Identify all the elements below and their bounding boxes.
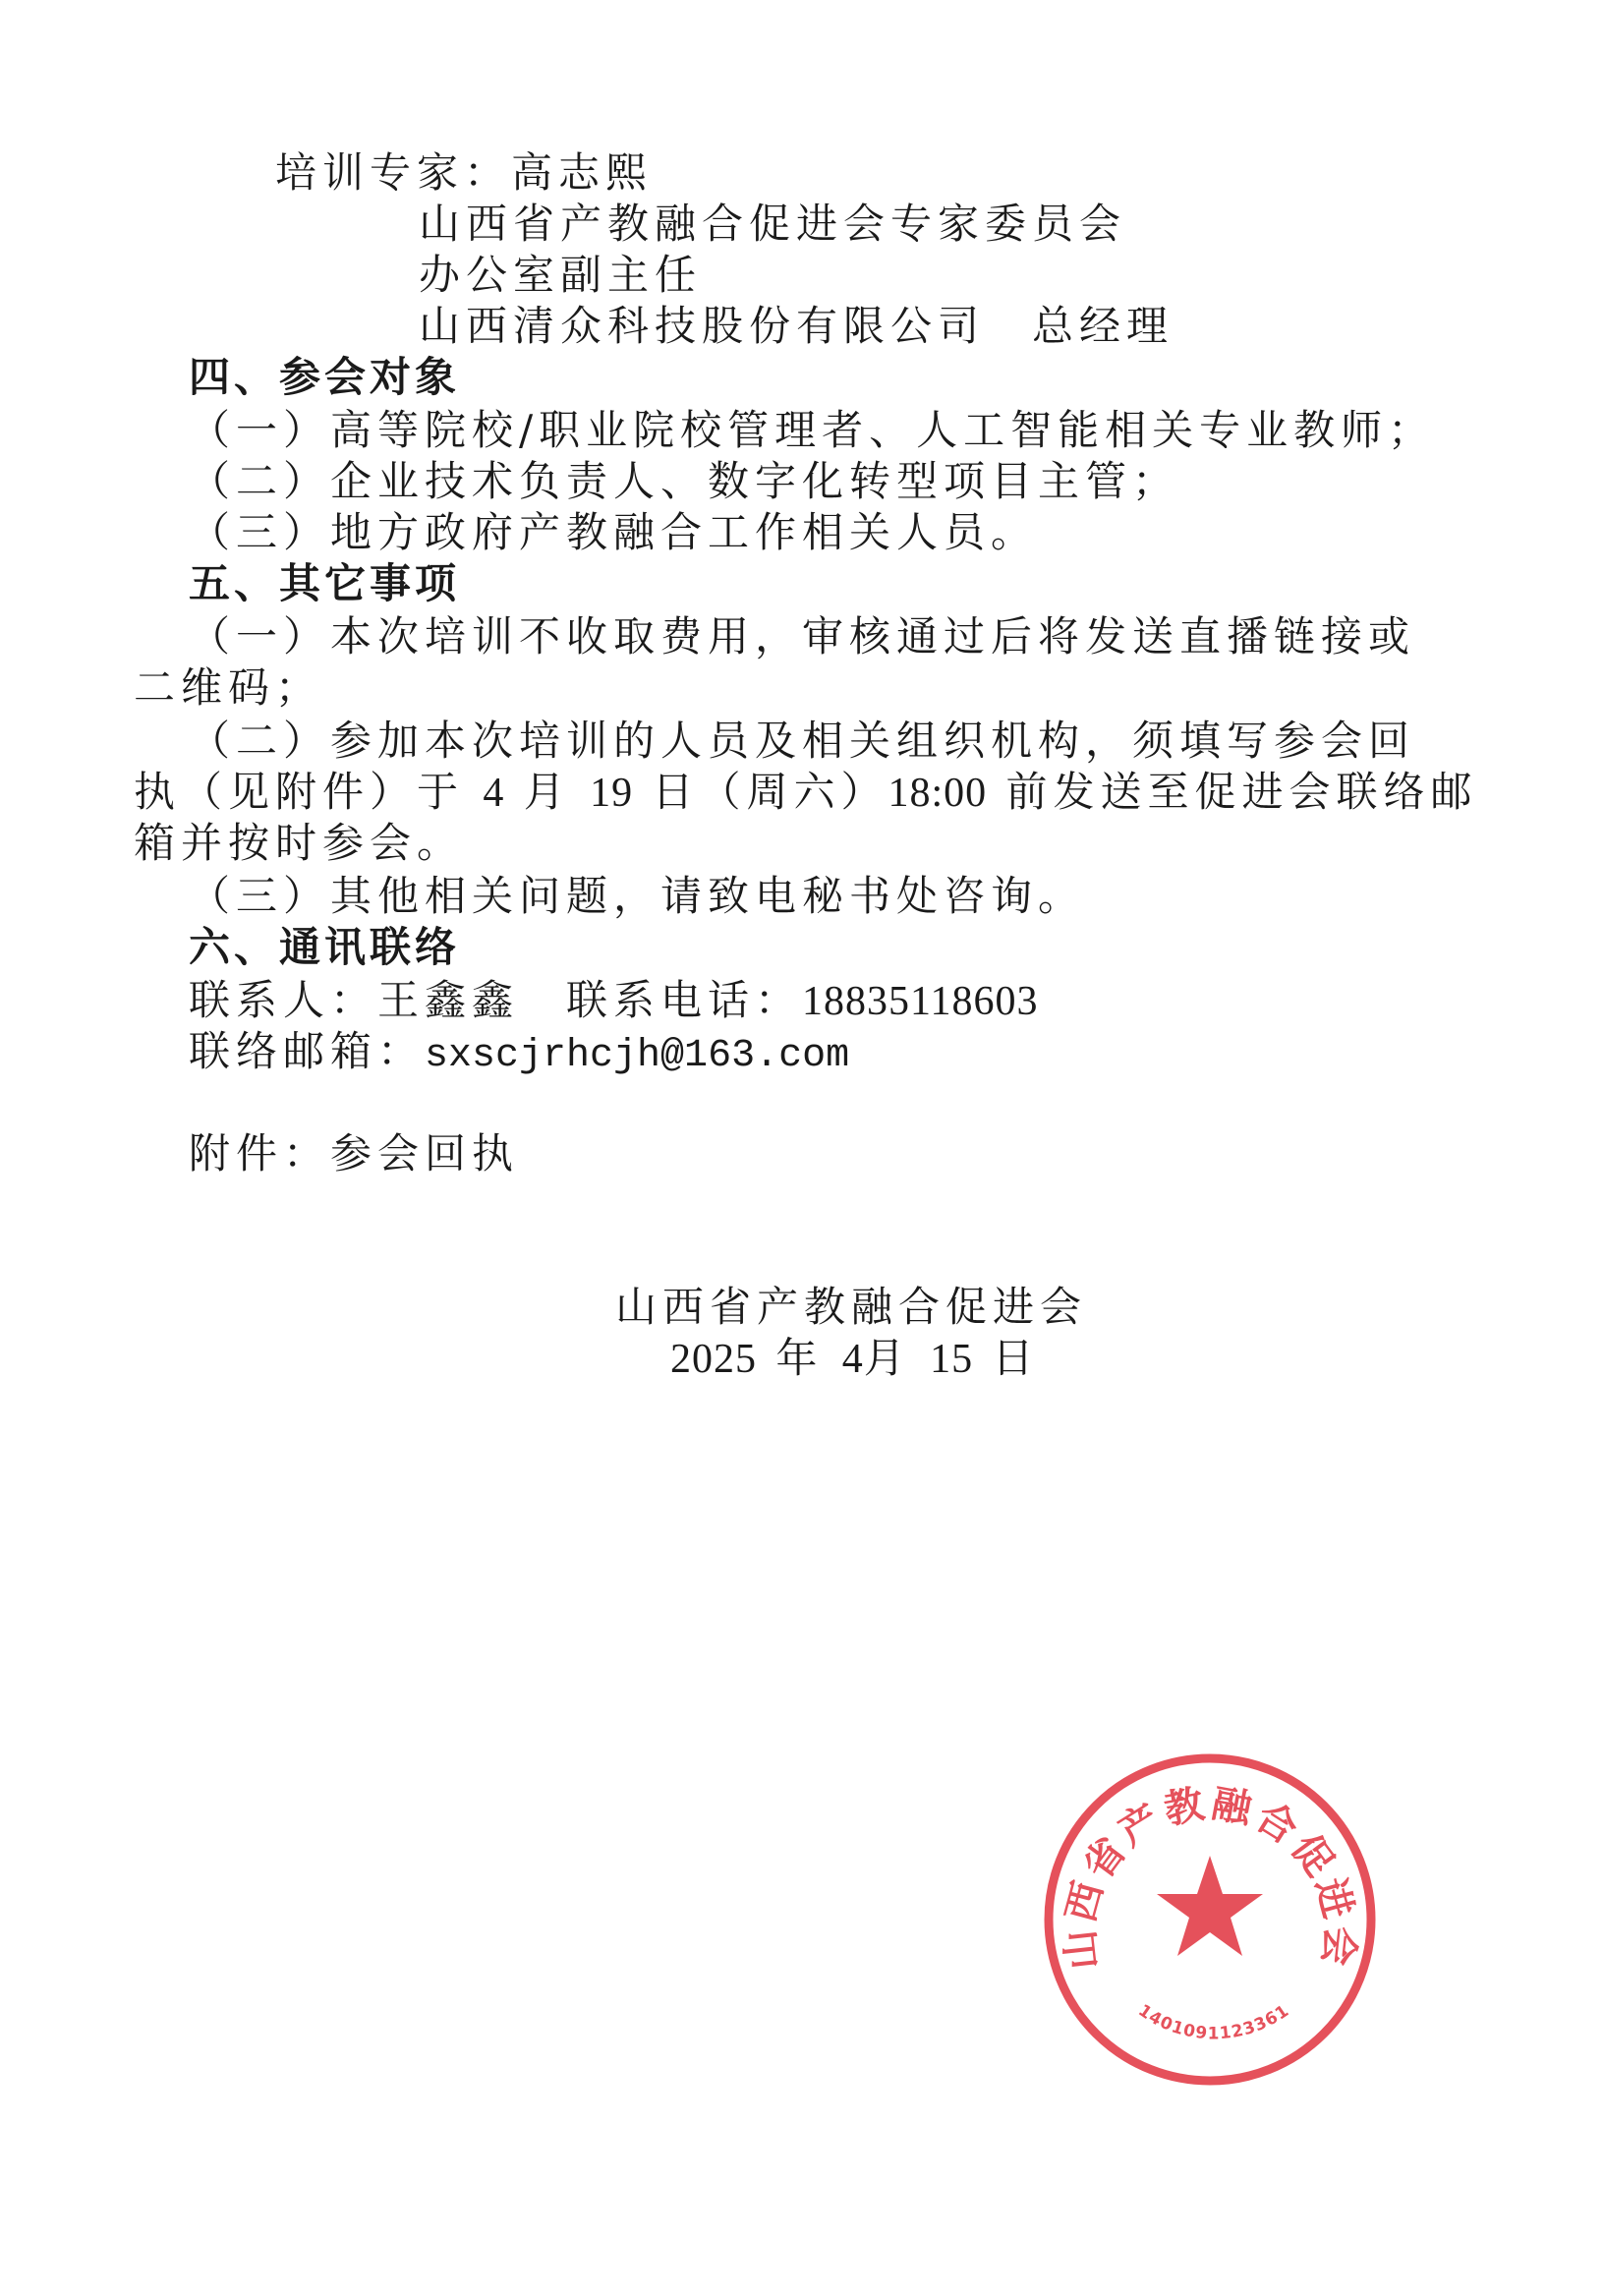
item2-text-c: 日（周六） (652, 768, 888, 816)
deadline-day: 19 (590, 771, 634, 816)
section4-heading: 四、参会对象 (189, 353, 461, 401)
item2-text-d: 前发送至促进会联络邮 (1005, 768, 1478, 816)
section4-item-2: （二）企业技术负责人、数字化转型项目主管； (189, 457, 1180, 505)
section5-item2-line3: 箱并按时参会。 (134, 819, 465, 867)
attachment-note: 附件：参会回执 (189, 1129, 520, 1177)
contact-person: 联系人：王鑫鑫 (189, 976, 520, 1024)
expert-title-3: 山西清众科技股份有限公司 总经理 (419, 302, 1174, 350)
date-year-unit: 年 (775, 1334, 824, 1382)
signature-date (670, 1331, 1039, 1387)
section5-item3: （三）其他相关问题，请致电秘书处咨询。 (189, 872, 1086, 920)
date-day-unit: 日 (992, 1334, 1040, 1382)
date-month-unit: 月 (863, 1334, 911, 1382)
signature-org: 山西省产教融合促进会 (615, 1283, 1088, 1331)
section5-item2-line2 (134, 765, 1478, 821)
section5-item1-line2: 二维码； (134, 663, 323, 712)
expert-label: 培训专家： (275, 148, 512, 197)
item2-text-b: 月 (523, 768, 571, 816)
email-label: 联络邮箱： (189, 1027, 426, 1075)
section4-item-3: （三）地方政府产教融合工作相关人员。 (189, 508, 1039, 556)
expert-line (275, 145, 653, 201)
official-seal (1040, 1750, 1380, 2090)
date-day: 15 (930, 1337, 974, 1382)
item2-text-a: 执（见附件）于 (134, 768, 465, 816)
deadline-time: 18:00 (888, 771, 988, 816)
expert-title-1: 山西省产教融合促进会专家委员会 (419, 200, 1127, 248)
seal-code: 1401091123361 (1134, 2000, 1293, 2044)
phone-number: 18835118603 (802, 979, 1039, 1024)
contact-line (189, 973, 1039, 1029)
date-year: 2025 (670, 1337, 757, 1382)
deadline-month: 4 (483, 771, 505, 816)
seal-star-icon (1157, 1856, 1263, 1956)
email-line (189, 1024, 849, 1084)
section5-heading: 五、其它事项 (189, 559, 461, 607)
section4-item-1: （一）高等院校/职业院校管理者、人工智能相关专业教师； (189, 406, 1436, 454)
section5-item1-line1: （一）本次培训不收取费用，审核通过后将发送直播链接或 (189, 612, 1416, 660)
section6-heading: 六、通讯联络 (189, 923, 461, 971)
date-month: 4 (841, 1337, 864, 1382)
email-address: sxscjrhcjh@163.com (425, 1034, 850, 1078)
expert-name: 高志熙 (511, 148, 654, 197)
seal-text: 山西省产教融合促进会 (1057, 1781, 1363, 1973)
section5-item2-line1: （二）参加本次培训的人员及相关组织机构，须填写参会回 (189, 717, 1416, 765)
phone-label: 联系电话： (566, 976, 803, 1024)
expert-title-2: 办公室副主任 (419, 251, 703, 299)
